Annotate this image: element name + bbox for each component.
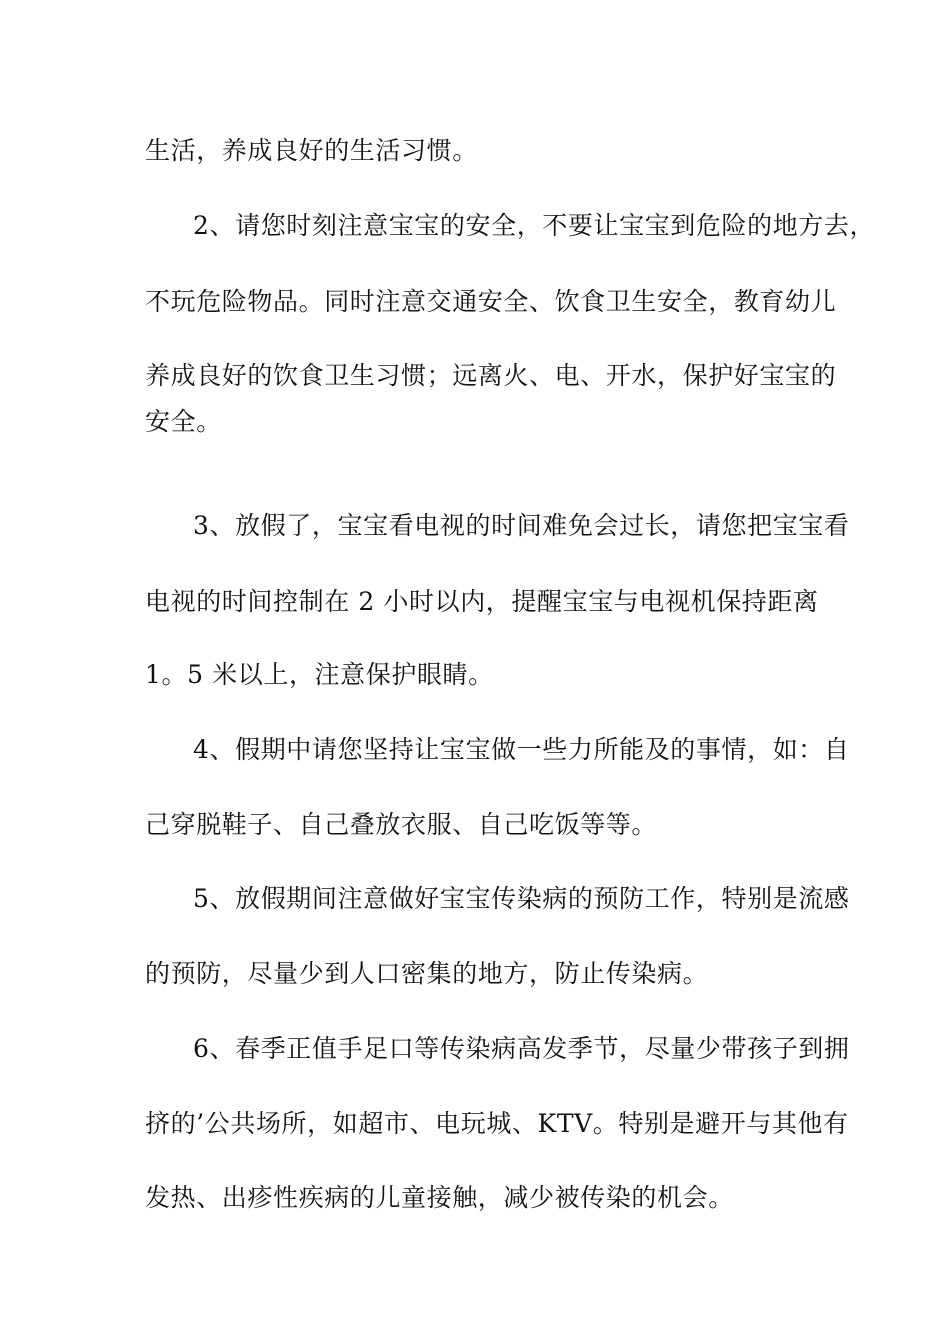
text-line: 3、放假了，宝宝看电视的时间难免会过长，请您把宝宝看: [193, 511, 850, 540]
text-line: 挤的’公共场所，如超市、电玩城、KTV。特别是避开与其他有: [145, 1109, 849, 1138]
text-line: 安全。: [145, 407, 222, 436]
text-line: 4、假期中请您坚持让宝宝做一些力所能及的事情，如：自: [193, 735, 850, 764]
text-line: 电视的时间控制在 2 小时以内，提醒宝宝与电视机保持距离: [145, 587, 819, 616]
text-line: 不玩危险物品。同时注意交通安全、饮食卫生安全，教育幼儿: [145, 287, 837, 316]
text-line: 2、请您时刻注意宝宝的安全，不要让宝宝到危险的地方去，: [193, 211, 876, 240]
text-line: 的预防，尽量少到人口密集的地方，防止传染病。: [145, 959, 709, 988]
text-line: 5、放假期间注意做好宝宝传染病的预防工作，特别是流感: [193, 884, 850, 913]
text-line: 生活，养成良好的生活习惯。: [145, 136, 478, 165]
text-line: 养成良好的饮食卫生习惯；远离火、电、开水，保护好宝宝的: [145, 361, 837, 390]
text-line: 6、春季正值手足口等传染病高发季节，尽量少带孩子到拥: [193, 1034, 850, 1063]
text-line: 发热、出疹性疾病的儿童接触，减少被传染的机会。: [145, 1183, 734, 1212]
text-line: 1。5 米以上，注意保护眼睛。: [145, 660, 494, 689]
text-line: 己穿脱鞋子、自己叠放衣服、自己吃饭等等。: [145, 810, 658, 839]
